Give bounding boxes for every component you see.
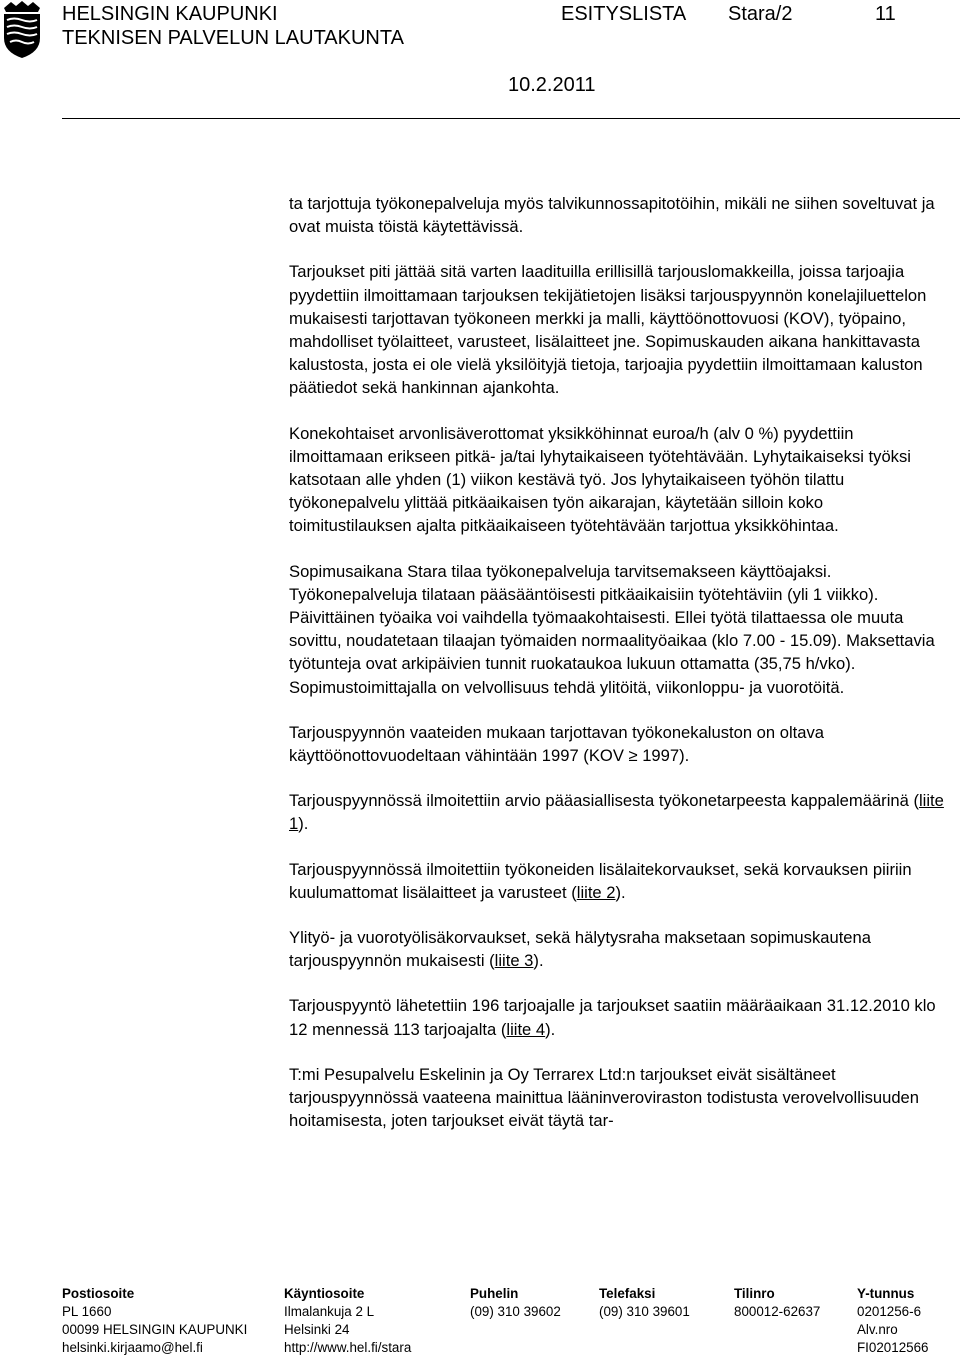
attachment-link-4[interactable]: liite 4 bbox=[506, 1019, 546, 1039]
document-date: 10.2.2011 bbox=[508, 74, 596, 96]
footer-website: http://www.hel.fi/stara bbox=[284, 1340, 412, 1355]
footer-fax: Telefaksi (09) 310 39601 bbox=[599, 1286, 690, 1319]
paragraph-6: Tarjouspyynnössä ilmoitettiin arvio pääasiallisesta työkonetarpeesta kappalemäärinä (liite 1). bbox=[289, 791, 944, 834]
attachment-link-2[interactable]: liite 2 bbox=[576, 882, 616, 902]
committee-name: TEKNISEN PALVELUN LAUTAKUNTA bbox=[62, 27, 404, 49]
paragraph-10: T:mi Pesupalvelu Eskelinin ja Oy Terrarex Ltd:n tarjoukset eivät sisältäneet tarjouspyynnössä vaateena mainittua lääninveroviraston todistusta verovelvollisuuden hoitamisesta, joten tarjoukset eivät täytä tar- bbox=[289, 1064, 920, 1131]
document-body bbox=[289, 192, 949, 1155]
organization-name: HELSINGIN KAUPUNKI bbox=[62, 3, 278, 25]
footer-account: Tilinro 800012-62637 bbox=[734, 1286, 821, 1319]
paragraph-1: ta tarjottuja työkonepalveluja myös talvikunnossapitotöihin, mikäli ne siihen soveltuvat ja ovat muista töistä käytettävissä. bbox=[289, 194, 935, 237]
paragraph-9: Tarjouspyyntö lähetettiin 196 tarjoajalle ja tarjoukset saatiin määräaikaan 31.12.2010 klo 12 mennessä 113 tarjoajalta (liite 4). bbox=[289, 996, 936, 1039]
helsinki-crest-icon bbox=[0, 0, 44, 60]
header-divider bbox=[62, 118, 960, 119]
paragraph-2: Tarjoukset piti jättää sitä varten laadituilla erillisillä tarjouslomakkeilla, joissa tarjoajia pyydettiin ilmoittamaan tarjouksen tekijätietojen lisäksi tarjouspyynnön konelajiluettelon mukaisesti tarjottavan työkoneen merkki ja malli, käyttöönottovuosi (KOV), työpaino, mahdolliset työlaitteet, varusteet, lisälaitteet jne. Sopimuskauden aikana hankittavasta kalustosta, josta ei ole vielä yksilöityjä tietoja, tarjoajia pyydettiin ilmoittamaan kaluston päätiedot sekä hankinnan ajankohta. bbox=[289, 262, 927, 398]
page-number: 11 bbox=[875, 3, 896, 25]
attachment-link-3[interactable]: liite 3 bbox=[494, 951, 534, 971]
footer-phone: Puhelin (09) 310 39602 bbox=[470, 1286, 561, 1319]
attachment-link-1[interactable]: liite 1 bbox=[289, 791, 944, 834]
paragraph-8: Ylityö- ja vuorotyölisäkorvaukset, sekä hälytysraha maksetaan sopimuskautena tarjouspyynnön mukaisesti (liite 3). bbox=[289, 928, 871, 971]
paragraph-3: Konekohtaiset arvonlisäverottomat yksikköhinnat euroa/h (alv 0 %) pyydettiin ilmoittamaan erikseen pitkä- ja/tai lyhytaikaiseen työtehtävään. Lyhytaikaiseksi työksi katsotaan alle yhden (1) viikon kestävä työ. Jos lyhytaikaiseen työhön tilattu työkonepalvelu ylittää pitkäaikaisen työn aikarajan, käytetään silloin koko toimitustilauksen ajalta pitkäaikaiseen työtehtävään tarjottua yksikköhintaa. bbox=[289, 423, 911, 536]
paragraph-4: Sopimusaikana Stara tilaa työkonepalveluja tarvitsemakseen käyttöajaksi. Työkonepalveluja tilataan pääsääntöisesti pitkäaikaisiin työtehtäviin (yli 1 viikko). Päivittäinen työaika voi vaihdella työmaakohtaisesti. Ellei työtä tilattaessa ole muuta sovittu, noudatetaan tilaajan työmaiden normaalityöaikaa (klo 7.00 - 15.09). Maksettavia työtunteja ovat arkipäivien tunnit ruokataukoa lukuun ottamatta (35,75 h/vko). Sopimustoimittajalla on velvollisuus tehdä ylitöitä, viikonloppu- ja vuorotöitä. bbox=[289, 561, 935, 697]
footer-postal-address: Postiosoite PL 1660 00099 HELSINGIN KAUPUNKI helsinki.kirjaamo@hel.fi bbox=[62, 1286, 248, 1355]
paragraph-5: Tarjouspyynnön vaateiden mukaan tarjottavan työkonekaluston on oltava käyttöönottovuodeltaan vähintään 1997 (KOV ≥ 1997). bbox=[289, 722, 825, 766]
document-reference: Stara/2 bbox=[728, 3, 793, 25]
footer-business-id: Y-tunnus 0201256-6 Alv.nro FI02012566 bbox=[857, 1286, 929, 1355]
footer-email: helsinki.kirjaamo@hel.fi bbox=[62, 1340, 203, 1355]
paragraph-7: Tarjouspyynnössä ilmoitettiin työkoneiden lisälaitekorvaukset, sekä korvauksen piiriin kuulumattomat lisälaitteet ja varusteet (liite 2). bbox=[289, 859, 912, 902]
document-type: ESITYSLISTA bbox=[561, 3, 687, 25]
footer-visiting-address: Käyntiosoite Ilmalankuja 2 L Helsinki 24 http://www.hel.fi/stara bbox=[284, 1286, 412, 1355]
